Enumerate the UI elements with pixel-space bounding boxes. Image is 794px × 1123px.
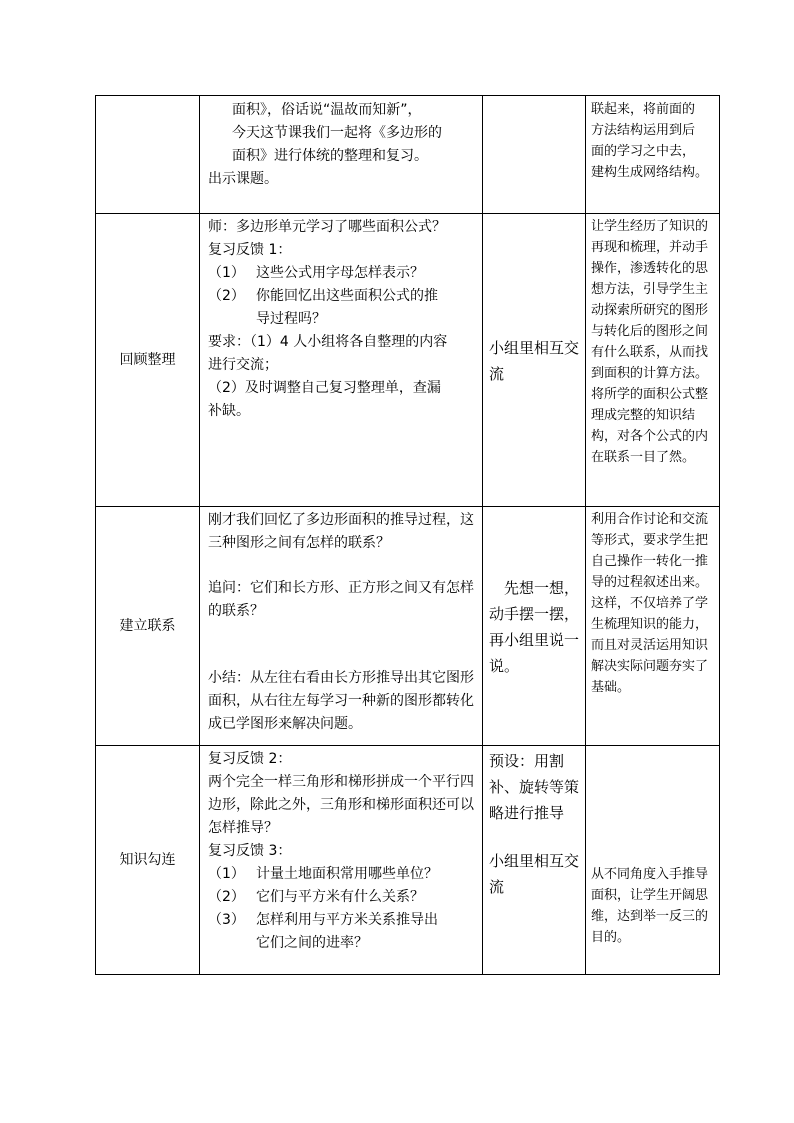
item-number: （3）: [208, 912, 245, 928]
item-text: 你能回忆出这些面积公式的推: [256, 288, 438, 304]
design-intent: 让学生经历了知识的再现和梳理，并动手操作，渗透转化的思想方法，引导学生主动探索所研究的图形与转化后的图形之间有什么联系，从而找到面积的计算方法。将所学的面积公式整理成完整的知识结构，对各个公式的内在联系一目了然。: [591, 219, 709, 465]
requirement-line: 补缺。: [208, 403, 250, 419]
stage-label: 建立联系: [96, 507, 200, 746]
question-item: [208, 886, 476, 909]
stage-label: 知识勾连: [96, 746, 200, 975]
intent-line: 建构生成网络结构。: [591, 165, 709, 180]
item-text-continued: 它们之间的进率？: [256, 935, 368, 951]
design-intent: 从不同角度入手推导面积，让学生开阔思维，达到举一反三的目的。: [591, 867, 709, 945]
activity-cell: [483, 214, 586, 507]
intent-line: 方法结构运用到后: [591, 123, 696, 138]
content-line: 面积》，俗话说“温故而知新”，: [232, 102, 422, 118]
intent-cell: [586, 746, 720, 975]
stage-cell: [96, 96, 200, 214]
requirement-line: 要求：（1）4 人小组将各自整理的内容: [208, 334, 448, 350]
table-row: [96, 746, 720, 975]
table-row: [96, 96, 720, 214]
question-item: [208, 262, 476, 285]
stage-label: 回顾整理: [96, 214, 200, 507]
intent-cell: [586, 214, 720, 507]
intent-line: 面的学习之中去，: [591, 144, 696, 159]
student-activity: 先想一想，动手摆一摆，再小组里说一说。: [489, 579, 580, 675]
intent-cell: [586, 507, 720, 746]
feedback-heading: 复习反馈 3：: [208, 843, 292, 859]
activity-cell: [483, 746, 586, 975]
content-cell: [200, 746, 483, 975]
item-number: （1）: [208, 265, 245, 281]
question-item: [208, 285, 476, 308]
item-number: （1）: [208, 866, 245, 882]
content-cell: [200, 214, 483, 507]
student-activity: 小组里相互交流: [489, 852, 580, 896]
question-item: [208, 863, 476, 886]
content-cell: [200, 507, 483, 746]
activity-cell: [483, 507, 586, 746]
content-paragraph: 刚才我们回忆了多边形面积的推导过程，这三种图形之间有怎样的联系？: [208, 512, 474, 551]
content-cell: [200, 96, 483, 214]
question-item: [208, 909, 476, 932]
feedback-heading: 复习反馈 1：: [208, 242, 292, 258]
item-text-continued: 导过程吗？: [256, 311, 326, 327]
intent-cell: [586, 96, 720, 214]
feedback-heading: 复习反馈 2：: [208, 751, 292, 767]
content-line: 今天这节课我们一起将《多边形的: [232, 125, 442, 141]
item-number: （2）: [208, 288, 245, 304]
table-row: [96, 214, 720, 507]
design-intent: 利用合作讨论和交流等形式，要求学生把自己操作一转化一推导的过程叙述出来。这样，不仅培养了学生梳理知识的能力，而且对灵活运用知识解决实际问题夯实了基础。: [591, 512, 709, 695]
item-text: 怎样利用与平方米关系推导出: [256, 912, 438, 928]
content-line: 面积》进行体统的整理和复习。: [232, 148, 428, 164]
activity-cell: [483, 96, 586, 214]
requirement-line: 进行交流；: [208, 357, 278, 373]
lesson-plan-table: [95, 95, 720, 975]
content-paragraph: 追问：它们和长方形、正方形之间又有怎样的联系？: [208, 580, 474, 619]
student-activity: 小组里相互交流: [489, 339, 580, 383]
table-row: [96, 507, 720, 746]
item-text: 这些公式用字母怎样表示？: [256, 265, 424, 281]
item-text: 计量土地面积常用哪些单位？: [256, 866, 438, 882]
intent-line: 联起来，将前面的: [591, 102, 696, 117]
item-number: （2）: [208, 889, 245, 905]
student-activity: 预设：用割补、旋转等策略进行推导: [489, 752, 580, 822]
content-paragraph: 两个完全一样三角形和梯形拼成一个平行四边形，除此之外，三角形和梯形面积还可以怎样推导？: [208, 774, 474, 836]
item-text: 它们与平方米有什么关系？: [256, 889, 424, 905]
teacher-question: 师：多边形单元学习了哪些面积公式？: [208, 219, 446, 235]
content-line: 出示课题。: [208, 171, 278, 187]
requirement-line: （2）及时调整自己复习整理单，查漏: [208, 380, 441, 396]
content-paragraph: 小结：从左往右看由长方形推导出其它图形面积，从右往左每学习一种新的图形都转化成已学图形来解决问题。: [208, 670, 474, 732]
